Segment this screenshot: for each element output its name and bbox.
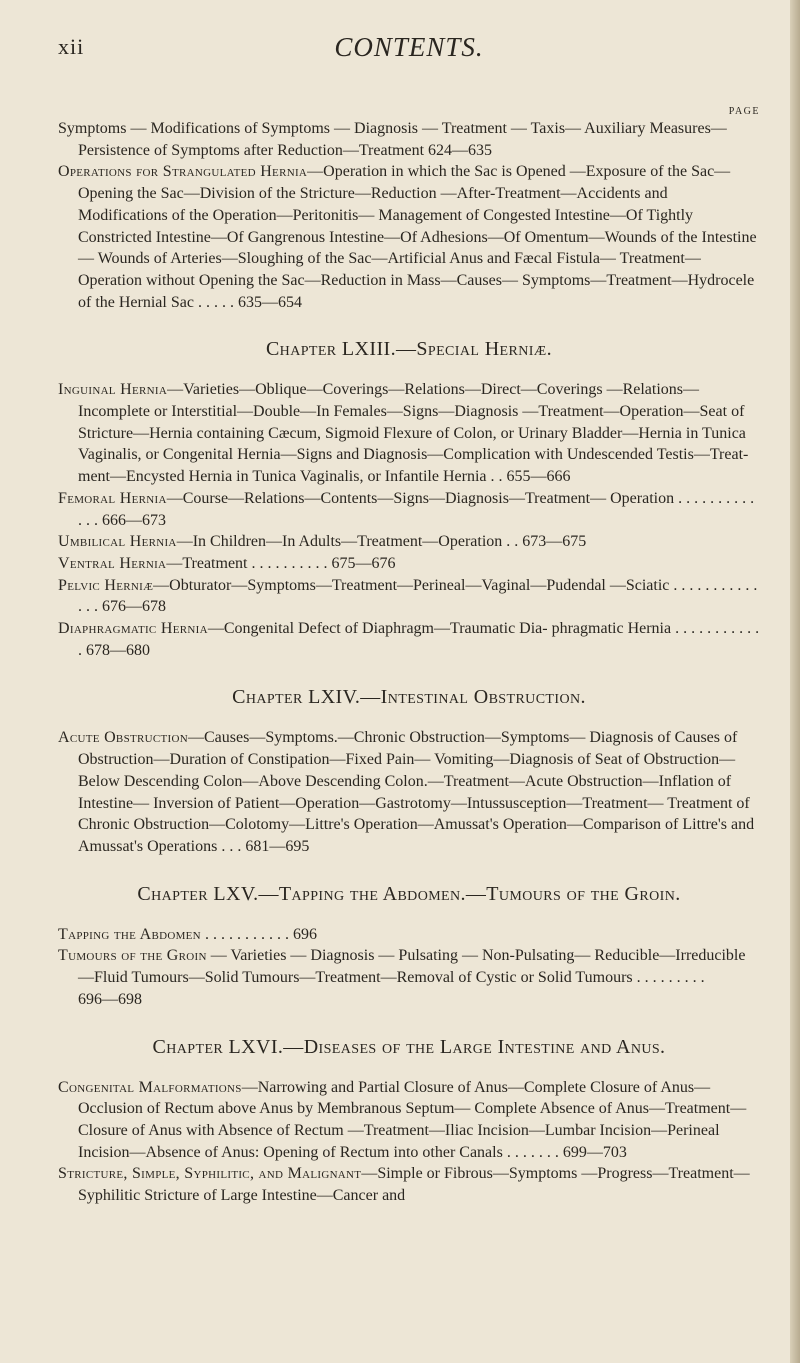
entry-pages: 676—678 (102, 598, 166, 616)
folio: xii (58, 34, 85, 59)
continuation-section (58, 118, 760, 313)
entry-text: . . . . . . . . . . . (200, 925, 289, 943)
entry-text: —Causes—Symptoms.—Chronic Obstruction—Symptoms— Diagnosis of Causes of Obstruction—Duration of Constipation—Fixed Pain— Vomiting—Diagnosis of Seat of Obstruction—Below Descending Colon—Above Descending Colon.—Treatment—Acute Obstruction—Inflation of Intestine— Inversion of Patient—Operation—Gastrotomy—Intussusception—Treatment— Treatment of Chronic Obstruction—Colotomy—Littre's Operation—Amussat's Operation—Comparison of Littre's and Amussat's Operations . . . (78, 729, 755, 855)
chapter-lxiv (58, 685, 760, 857)
entry-pages: 696—698 (78, 990, 142, 1008)
contents-entry (58, 618, 760, 661)
contents-entry (58, 1077, 760, 1164)
contents-entry (58, 575, 760, 618)
entry-lead: Tapping the Abdomen (58, 925, 201, 943)
entry-lead: Ventral Hernia (58, 554, 167, 572)
entry-text: —Course—Relations—Contents—Signs—Diagnosis—Treatment— Operation . . . . . . . . . . . . . (78, 489, 755, 529)
entry-lead: Tumours of the Groin (58, 947, 207, 965)
contents-entry (58, 1163, 760, 1206)
entry-lead: Inguinal Hernia (58, 381, 168, 399)
entry-lead: Acute Obstruction (58, 729, 188, 747)
entry-pages: 666—673 (102, 511, 166, 529)
entry-lead: Femoral Hernia (58, 489, 167, 507)
contents-entry (58, 379, 760, 488)
page-column-label: PAGE (728, 106, 760, 117)
entry-pages: 681—695 (245, 837, 310, 855)
chapter-heading: Chapter LXIII.—Special Herniæ. (265, 338, 553, 361)
entry-lead: Congenital Malformations (58, 1078, 242, 1096)
entry-pages: 675—676 (331, 554, 396, 572)
entry-lead: Operations for Strangulated Hernia (58, 163, 308, 181)
entry-text: —Obturator—Symptoms—Treatment—Perineal—Vaginal—Pudendal —Sciatic . . . . . . . . . . . . . . (78, 576, 758, 616)
chapter-heading: Chapter LXV.—Tapping the Abdomen.—Tumours of the Groin. (137, 882, 681, 905)
entry-lead: Diaphragmatic Hernia (58, 620, 208, 638)
entry-pages: 699—703 (562, 1143, 627, 1161)
entry-lead: Umbilical Hernia (58, 533, 177, 551)
entry-pages: 655—666 (506, 468, 571, 486)
entry-text: —Simple or Fibrous—Symptoms —Progress—Treatment—Syphilitic Stricture of Large Intestine—Cancer and (78, 1165, 750, 1205)
page-edge-shadow (790, 0, 800, 1363)
contents-entry (58, 553, 760, 575)
entry-lead: Stricture, Simple, Syphilitic, and Malignant (58, 1165, 362, 1183)
entry-pages: 624—635 (428, 141, 493, 159)
contents-entry (58, 924, 760, 946)
entry-text: — Varieties — Diagnosis — Pulsating — Non-Pulsating— Reducible—Irreducible—Fluid Tumours—Solid Tumours—Treatment—Removal of Cystic or Solid Tumours . . . . . . . . . (78, 947, 746, 987)
chapter-lxvi (58, 1035, 760, 1207)
entry-text: —Operation in which the Sac is Opened —Exposure of the Sac—Opening the Sac—Division of the Stricture—Reduction —After-Treatment—Accidents and Modifications of the Operation—Peritonitis— Management of Congested Intestine—Of Tightly Constricted Intestine—Of Gangrenous Intestine—Of Adhesions—Of Omentum—Wounds of the Intestine— Wounds of Arteries—Sloughing of the Sac—Artificial Anus and Fæcal Fistula— Treatment—Operation without Opening the Sac—Reduction in Mass—Causes— Symptoms—Treatment—Hydrocele of the Hernial Sac . . . . . (78, 163, 757, 311)
contents-entry (58, 531, 760, 553)
contents-entry (58, 161, 760, 313)
entry-text: Symptoms — Modifications of Symptoms — Diagnosis — Treatment — Taxis— Auxiliary Measures—Persistence of Symptoms after Reduction—Treatment (58, 120, 727, 159)
entry-pages: 696 (292, 925, 317, 943)
contents-entry (58, 118, 760, 161)
chapter-lxv (58, 882, 760, 1011)
entry-text: —Varieties—Oblique—Coverings—Relations—Direct—Coverings —Relations—Incomplete or Interstitial—Double—In Females—Signs—Diagnosis —Treatment—Operation—Seat of Stricture—Hernia containing Cæcum, Sigmoid Flexure of Colon, or Urinary Bladder—Hernia in Tunica Vaginalis, or Congenital Hernia—Signs and Diagnosis—Complication with Undescended Testis—Treat- ment—Encysted Hernia in Tunica Vaginalis, or Infantile Hernia . . (78, 381, 749, 486)
chapter-heading: Chapter LXVI.—Diseases of the Large Intestine and Anus. (152, 1035, 666, 1058)
contents-entry (58, 727, 760, 857)
entry-text: —Treatment . . . . . . . . . . (166, 554, 328, 572)
page-header (58, 30, 760, 70)
entry-pages: 678—680 (86, 641, 150, 659)
entry-pages: 635—654 (237, 293, 302, 311)
chapter-lxiii (58, 337, 760, 661)
entry-text: —In Children—In Adults—Treatment—Operation . . (176, 533, 519, 551)
contents-entry (58, 945, 760, 1010)
entry-text: —Narrowing and Partial Closure of Anus—Complete Closure of Anus—Occlusion of Rectum above Anus by Membranous Septum— Complete Absence of Anus—Treatment—Closure of Anus with Absence of Rectum —Treatment—Iliac Incision—Lumbar Incision—Perineal Incision—Absence of Anus: Opening of Rectum into other Canals . . . . . . . (78, 1078, 747, 1161)
entry-pages: 673—675 (522, 533, 587, 551)
chapter-heading: Chapter LXIV.—Intestinal Obstruction. (232, 686, 586, 709)
running-title: CONTENTS. (334, 32, 484, 62)
contents-entry (58, 488, 760, 531)
entry-lead: Pelvic Herniæ (58, 576, 154, 594)
entry-text: —Congenital Defect of Diaphragm—Traumatic Dia- phragmatic Hernia . . . . . . . . . . . . (78, 620, 760, 659)
contents-body (58, 106, 760, 1207)
